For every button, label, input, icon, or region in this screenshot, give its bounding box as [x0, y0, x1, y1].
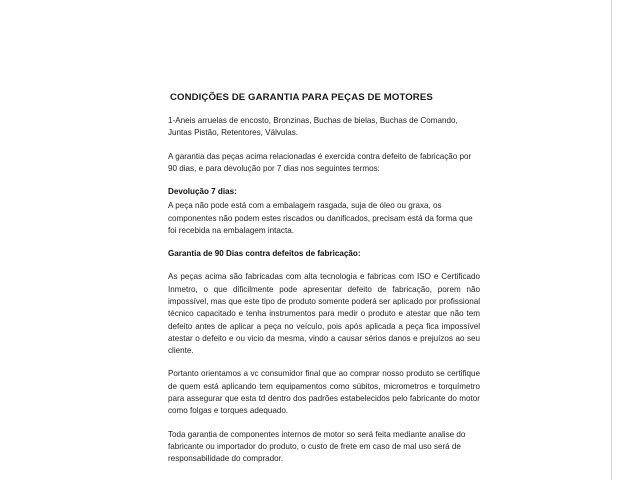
parts-list-paragraph: 1-Aneis arruelas de encosto, Bronzinas, Buchas de bielas, Buchas de Comando, Juntas Pistão, Retentores, Válvulas.	[168, 115, 458, 138]
warranty-paragraph-1: As peças acima são fabricadas com alta tecnologia e fabricas com ISO e Certificado Inmetro, o que dificilmente pode apresentar defeito de fabricação, porem não impossível, mas que este tipo de produto somente poderá ser aplicado por profissional técnico capacitado e tenha instrumentos para medir o produto e atestar que não tem defeito antes de aplicar a peça no veículo, pois após aplicada a peça fica impossível atestar o defeito e ou vicio da mesma, vindo a causar sérios danos e prejuízos ao seu cliente.	[168, 272, 480, 356]
returns-section-heading: Devolução 7 dias:	[168, 187, 237, 197]
warranty-terms-paragraph: A garantia das peças acima relacionadas é exercida contra defeito de fabricação por 90 dias, e para devolução por 7 dias nos seguintes termos:	[168, 151, 472, 173]
returns-section	[168, 186, 480, 237]
page-edge-rule	[611, 0, 612, 480]
returns-section-body: A peça não pode está com a embalagem rasgada, suja de óleo ou graxa, os componentes não podem estes riscados ou danificados, precisam está da forma que foi recebida na embalagem intacta.	[168, 201, 473, 235]
warranty-paragraph-2: Portanto orientamos a vc consumidor final que ao comprar nosso produto se certifique de quem está aplicando tem equipamentos como súbitos, micrometros e torquímetro para assegurar que esta td dentro dos padrões estabelecidos pelo fabricante do motor como folgas e torques adequado.	[168, 369, 480, 416]
page-title: CONDIÇÕES DE GARANTIA PARA PEÇAS DE MOTORES	[170, 92, 433, 103]
warranty-section	[168, 248, 480, 260]
document-content	[168, 92, 480, 477]
warranty-section-heading: Garantia de 90 Dias contra defeitos de fabricação:	[168, 249, 361, 259]
closing-paragraph: Toda garantia de componentes internos de motor so será feita mediante analise do fabricante ou importador do produto, o custo de frete em caso de mal uso será de responsabilidade do comprador.	[168, 429, 466, 464]
